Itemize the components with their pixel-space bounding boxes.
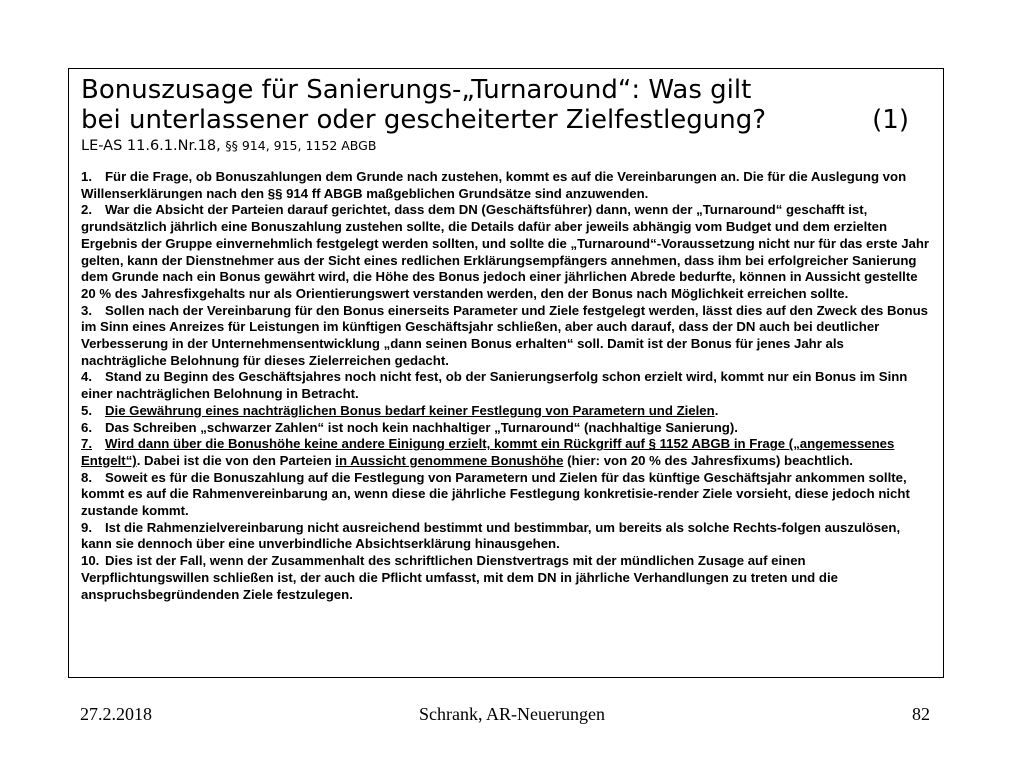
title-line-1: Bonuszusage für Sanierungs-„Turnaround“: Was gilt xyxy=(81,75,752,105)
list-item xyxy=(81,169,931,202)
title-part-number: (1) xyxy=(872,105,909,135)
list-item xyxy=(81,369,931,402)
title-line-2: bei unterlassener oder gescheiterter Zielfestlegung? xyxy=(81,105,767,135)
list-item xyxy=(81,553,931,603)
item-text: War die Absicht der Parteien darauf gerichtet, dass dem DN (Geschäftsführer) dann, wenn der „Turnaround“ geschafft ist, grundsätzlich jährlich eine Bonuszahlung zustehen sollte, die Details dafür aber jeweils abhängig vom Budget und dem erzielten Ergebnis der Gruppe einvernehmlich festgelegt werden sollten, und sollte die „Turnaround“-Voraussetzung nicht nur für das erste Jahr gelten, kann der Dienstnehmer aus der Sicht eines redlichen Erklärungsempfängers annehmen, dass ihm bei erfolgreicher Sanierung dem Grunde nach ein Bonus gewährt wird, die Höhe des Bonus jedoch einer jährlichen Abrede bedurfte, können in Aussicht gestellte 20 % des Jahresfixgehalts nur als Orientierungswert verstanden werden, den der Bonus nach Möglichkeit erreichen sollte. xyxy=(81,202,930,301)
list-item xyxy=(81,436,931,469)
item-number: 7. xyxy=(81,436,92,452)
slide-title xyxy=(81,75,931,135)
list-item xyxy=(81,420,931,437)
list-item xyxy=(81,520,931,553)
item-text-underlined: Wird dann über die Bonushöhe keine andere Einigung erzielt, kommt ein Rückgriff auf § 1152 ABGB in Frage („angemessenes Entgelt“) xyxy=(81,436,895,468)
list-item xyxy=(81,303,931,370)
list-item xyxy=(81,202,931,302)
legal-reference xyxy=(81,137,931,155)
item-number: 2. xyxy=(81,202,92,218)
footer-date: 27.2.2018 xyxy=(80,704,152,724)
footer-page-number: 82 xyxy=(912,704,930,724)
item-text: . Dabei ist die von den Parteien xyxy=(136,452,336,468)
item-number: 9. xyxy=(81,519,92,535)
item-number: 5. xyxy=(81,402,92,418)
reference-sections: §§ 914, 915, 1152 ABGB xyxy=(225,138,377,153)
item-text-underlined: Die Gewährung eines nachträglichen Bonus bedarf keiner Festlegung von Parametern und Zielen xyxy=(105,402,715,418)
headnote-list xyxy=(81,169,931,603)
item-text: (hier: von 20 % des Jahresfixums) beachtlich. xyxy=(563,452,853,468)
item-text: Dies ist der Fall, wenn der Zusammenhalt des schriftlichen Dienstvertrags mit der mündlichen Zusage auf einen Verpflichtungswillen schließen ist, der auch die Pflicht umfasst, mit dem DN in jährliche Verhandlungen zu treten und die anspruchsbegründenden Ziele festzulegen. xyxy=(81,553,838,602)
item-number: 1. xyxy=(81,169,92,184)
item-text-underlined: in Aussicht genommene Bonushöhe xyxy=(335,452,564,468)
item-text: Ist die Rahmenzielvereinbarung nicht ausreichend bestimmt und bestimmbar, um bereits als solche Rechts-folgen auszulösen, kann sie dennoch über eine unverbindliche Absichtserklärung hinausgehen. xyxy=(81,519,901,552)
content-frame xyxy=(68,68,944,678)
list-item xyxy=(81,470,931,520)
item-number: 8. xyxy=(81,469,92,485)
item-text-end: . xyxy=(714,402,719,418)
item-text: Stand zu Beginn des Geschäftsjahres noch nicht fest, ob der Sanierungserfolg schon erzielt wird, kommt nur ein Bonus im Sinn einer nachträglichen Belohnung in Betracht. xyxy=(81,369,908,402)
list-item xyxy=(81,403,931,420)
title-line-2-row xyxy=(81,105,931,135)
footer-author: Schrank, AR-Neuerungen xyxy=(419,704,605,724)
item-text: Für die Frage, ob Bonuszahlungen dem Grunde nach zustehen, kommt es auf die Vereinbarungen an. Die für die Auslegung von Willenserklärungen nach den §§ 914 ff ABGB maßgeblichen Grundsätze sind anzuwenden. xyxy=(81,169,907,201)
item-text: Sollen nach der Vereinbarung für den Bonus einerseits Parameter und Ziele festgelegt werden, lässt dies auf den Zweck des Bonus im Sinn eines Anreizes für Leistungen im künftigen Geschäftsjahr schließen, aber auch darauf, dass der DN auch bei deutlicher Verbesserung in der Unternehmensentwicklung „dann seinen Bonus erhalten“ soll. Damit ist der Bonus für jenes Jahr als nachträgliche Belohnung für dieses Zielerreichen gedacht. xyxy=(81,302,928,368)
reference-code: LE-AS 11.6.1.Nr.18, xyxy=(81,138,221,154)
item-text: Das Schreiben „schwarzer Zahlen“ ist noch kein nachhaltiger „Turnaround“ (nachhaltige Sanierung). xyxy=(105,419,738,435)
item-text: Soweit es für die Bonuszahlung auf die Festlegung von Parametern und Zielen für das künftige Geschäftsjahr ankommen sollte, kommt es auf die Rahmenvereinbarung an, wenn diese die jährliche Festlegung konkretisie-render Ziele vorsieht, diese jedoch nicht zustande kommt. xyxy=(81,469,910,519)
item-number: 3. xyxy=(81,302,92,318)
item-number: 4. xyxy=(81,369,92,385)
item-number: 6. xyxy=(81,419,92,435)
item-number: 10. xyxy=(81,553,100,569)
